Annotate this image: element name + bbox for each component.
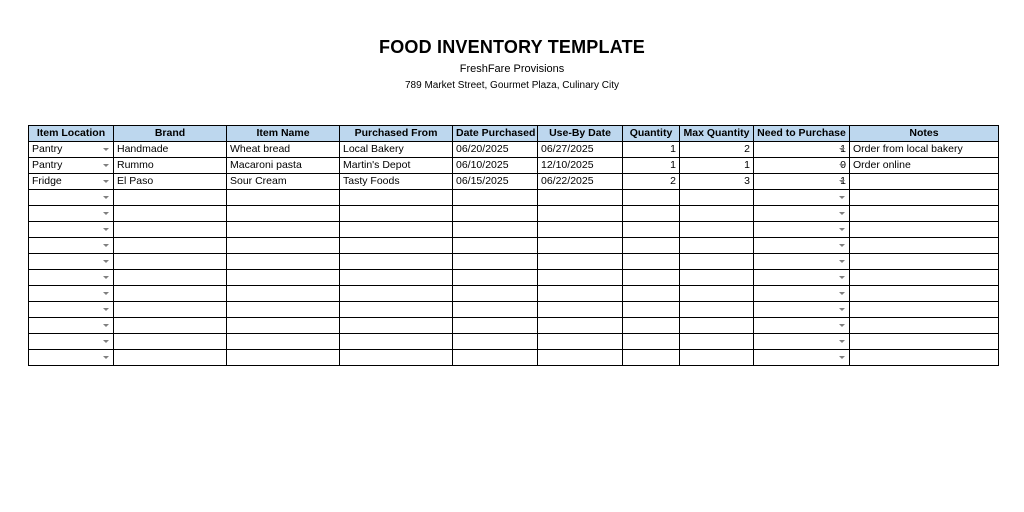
cell-brand[interactable] (114, 302, 227, 318)
chevron-down-icon[interactable] (839, 292, 845, 295)
cell-use-by-date[interactable] (538, 190, 623, 206)
table-row (29, 142, 999, 158)
cell-max-quantity[interactable] (680, 206, 754, 222)
chevron-down-icon[interactable] (103, 148, 109, 151)
cell-brand[interactable] (114, 158, 227, 174)
cell-item-location[interactable] (29, 254, 114, 270)
cell-use-by-date[interactable] (538, 270, 623, 286)
cell-value: Wheat bread (230, 143, 291, 155)
cell-max-quantity[interactable] (680, 174, 754, 190)
chevron-down-icon[interactable] (103, 164, 109, 167)
column-header-brand[interactable]: Brand (114, 126, 227, 142)
chevron-down-icon[interactable] (839, 164, 845, 167)
table-row (29, 254, 999, 270)
cell-max-quantity[interactable] (680, 286, 754, 302)
cell-quantity[interactable] (623, 302, 680, 318)
chevron-down-icon[interactable] (103, 340, 109, 343)
column-header-purchased-from[interactable]: Purchased From (340, 126, 453, 142)
cell-notes[interactable] (850, 222, 999, 238)
table-row (29, 190, 999, 206)
table-row (29, 334, 999, 350)
table-row (29, 318, 999, 334)
cell-use-by-date[interactable] (538, 174, 623, 190)
table-row (29, 174, 999, 190)
chevron-down-icon[interactable] (839, 196, 845, 199)
cell-need-to-purchase[interactable] (754, 286, 850, 302)
cell-value: 1 (670, 159, 676, 171)
cell-date-purchased[interactable] (453, 318, 538, 334)
cell-date-purchased[interactable] (453, 174, 538, 190)
chevron-down-icon[interactable] (839, 356, 845, 359)
cell-use-by-date[interactable] (538, 302, 623, 318)
cell-value: 06/22/2025 (541, 175, 594, 187)
cell-date-purchased[interactable] (453, 238, 538, 254)
chevron-down-icon[interactable] (839, 148, 845, 151)
cell-date-purchased[interactable] (453, 334, 538, 350)
cell-value: 1 (670, 143, 676, 155)
cell-purchased-from[interactable] (340, 302, 453, 318)
chevron-down-icon[interactable] (839, 180, 845, 183)
cell-date-purchased[interactable] (453, 286, 538, 302)
column-header-item-name[interactable]: Item Name (227, 126, 340, 142)
table-row (29, 286, 999, 302)
cell-need-to-purchase[interactable] (754, 142, 850, 158)
cell-item-location[interactable] (29, 350, 114, 366)
chevron-down-icon[interactable] (103, 180, 109, 183)
chevron-down-icon[interactable] (103, 308, 109, 311)
cell-item-location[interactable] (29, 206, 114, 222)
cell-need-to-purchase[interactable] (754, 238, 850, 254)
cell-item-name[interactable] (227, 254, 340, 270)
chevron-down-icon[interactable] (839, 276, 845, 279)
column-header-quantity[interactable]: Quantity (623, 126, 680, 142)
chevron-down-icon[interactable] (103, 244, 109, 247)
chevron-down-icon[interactable] (103, 324, 109, 327)
cell-date-purchased[interactable] (453, 222, 538, 238)
cell-notes[interactable] (850, 238, 999, 254)
cell-value: 0 (840, 159, 846, 171)
cell-item-name[interactable] (227, 302, 340, 318)
cell-need-to-purchase[interactable] (754, 254, 850, 270)
cell-date-purchased[interactable] (453, 302, 538, 318)
cell-use-by-date[interactable] (538, 222, 623, 238)
cell-item-name[interactable] (227, 270, 340, 286)
cell-use-by-date[interactable] (538, 238, 623, 254)
cell-notes[interactable] (850, 334, 999, 350)
company-name: FreshFare Provisions (459, 63, 565, 75)
cell-quantity[interactable] (623, 142, 680, 158)
cell-notes[interactable] (850, 350, 999, 366)
cell-item-location[interactable] (29, 318, 114, 334)
cell-date-purchased[interactable] (453, 350, 538, 366)
cell-purchased-from[interactable] (340, 190, 453, 206)
cell-max-quantity[interactable] (680, 302, 754, 318)
cell-item-location[interactable] (29, 334, 114, 350)
cell-value: 06/10/2025 (456, 159, 509, 171)
cell-brand[interactable] (114, 286, 227, 302)
cell-date-purchased[interactable] (453, 270, 538, 286)
inventory-table (28, 125, 999, 366)
cell-quantity[interactable] (623, 222, 680, 238)
cell-value: Tasty Foods (343, 175, 400, 187)
cell-purchased-from[interactable] (340, 334, 453, 350)
chevron-down-icon[interactable] (103, 356, 109, 359)
cell-purchased-from[interactable] (340, 286, 453, 302)
column-header-max-quantity[interactable]: Max Quantity (680, 126, 754, 142)
cell-brand[interactable] (114, 238, 227, 254)
cell-notes[interactable] (850, 190, 999, 206)
cell-quantity[interactable] (623, 158, 680, 174)
cell-need-to-purchase[interactable] (754, 222, 850, 238)
cell-value: Pantry (32, 143, 63, 155)
cell-item-name[interactable] (227, 158, 340, 174)
cell-item-name[interactable] (227, 206, 340, 222)
cell-notes[interactable] (850, 318, 999, 334)
cell-value: 06/15/2025 (456, 175, 509, 187)
cell-value: 06/27/2025 (541, 143, 594, 155)
cell-purchased-from[interactable] (340, 222, 453, 238)
table-row (29, 238, 999, 254)
cell-value: Handmade (117, 143, 169, 155)
cell-notes[interactable] (850, 270, 999, 286)
cell-date-purchased[interactable] (453, 206, 538, 222)
cell-item-name[interactable] (227, 318, 340, 334)
cell-brand[interactable] (114, 334, 227, 350)
cell-value: Order from local bakery (853, 143, 963, 155)
cell-max-quantity[interactable] (680, 222, 754, 238)
cell-value: 1 (840, 143, 846, 155)
cell-brand[interactable] (114, 222, 227, 238)
cell-use-by-date[interactable] (538, 142, 623, 158)
cell-need-to-purchase[interactable] (754, 206, 850, 222)
table-row (29, 158, 999, 174)
cell-purchased-from[interactable] (340, 318, 453, 334)
cell-quantity[interactable] (623, 206, 680, 222)
cell-item-name[interactable] (227, 190, 340, 206)
cell-date-purchased[interactable] (453, 142, 538, 158)
chevron-down-icon[interactable] (103, 212, 109, 215)
cell-value: Pantry (32, 159, 63, 171)
chevron-down-icon[interactable] (839, 308, 845, 311)
chevron-down-icon[interactable] (839, 324, 845, 327)
column-header-use-by-date[interactable]: Use-By Date (538, 126, 623, 142)
cell-date-purchased[interactable] (453, 254, 538, 270)
page-title: FOOD INVENTORY TEMPLATE (379, 37, 645, 57)
chevron-down-icon[interactable] (103, 276, 109, 279)
chevron-down-icon[interactable] (839, 340, 845, 343)
table-row (29, 206, 999, 222)
table-row (29, 270, 999, 286)
cell-value: Local Bakery (343, 143, 404, 155)
cell-item-name[interactable] (227, 238, 340, 254)
cell-purchased-from[interactable] (340, 238, 453, 254)
chevron-down-icon[interactable] (839, 244, 845, 247)
cell-max-quantity[interactable] (680, 270, 754, 286)
cell-max-quantity[interactable] (680, 142, 754, 158)
cell-item-location[interactable] (29, 190, 114, 206)
cell-value: 2 (670, 175, 676, 187)
chevron-down-icon[interactable] (103, 292, 109, 295)
cell-value: 1 (744, 159, 750, 171)
cell-need-to-purchase[interactable] (754, 334, 850, 350)
cell-item-location[interactable] (29, 158, 114, 174)
table-row (29, 302, 999, 318)
cell-date-purchased[interactable] (453, 190, 538, 206)
cell-brand[interactable] (114, 270, 227, 286)
cell-value: 3 (744, 175, 750, 187)
chevron-down-icon[interactable] (103, 260, 109, 263)
cell-brand[interactable] (114, 318, 227, 334)
column-header-date-purchased[interactable]: Date Purchased (453, 126, 538, 142)
cell-use-by-date[interactable] (538, 254, 623, 270)
cell-quantity[interactable] (623, 238, 680, 254)
cell-need-to-purchase[interactable] (754, 270, 850, 286)
table-header-row (29, 126, 999, 142)
cell-value: Sour Cream (230, 175, 287, 187)
cell-need-to-purchase[interactable] (754, 174, 850, 190)
cell-value: 2 (744, 143, 750, 155)
cell-purchased-from[interactable] (340, 206, 453, 222)
cell-purchased-from[interactable] (340, 254, 453, 270)
cell-purchased-from[interactable] (340, 158, 453, 174)
cell-notes[interactable] (850, 302, 999, 318)
cell-notes[interactable] (850, 206, 999, 222)
chevron-down-icon[interactable] (103, 228, 109, 231)
chevron-down-icon[interactable] (839, 212, 845, 215)
cell-item-location[interactable] (29, 286, 114, 302)
cell-max-quantity[interactable] (680, 190, 754, 206)
cell-item-name[interactable] (227, 350, 340, 366)
cell-quantity[interactable] (623, 190, 680, 206)
cell-brand[interactable] (114, 174, 227, 190)
cell-value: 1 (840, 175, 846, 187)
cell-notes[interactable] (850, 158, 999, 174)
chevron-down-icon[interactable] (839, 228, 845, 231)
cell-value: 06/20/2025 (456, 143, 509, 155)
cell-item-name[interactable] (227, 174, 340, 190)
cell-brand[interactable] (114, 206, 227, 222)
cell-date-purchased[interactable] (453, 158, 538, 174)
table-row (29, 350, 999, 366)
cell-item-location[interactable] (29, 222, 114, 238)
cell-quantity[interactable] (623, 270, 680, 286)
cell-value: Macaroni pasta (230, 159, 302, 171)
cell-item-name[interactable] (227, 334, 340, 350)
cell-use-by-date[interactable] (538, 334, 623, 350)
cell-quantity[interactable] (623, 318, 680, 334)
cell-max-quantity[interactable] (680, 318, 754, 334)
cell-quantity[interactable] (623, 286, 680, 302)
cell-use-by-date[interactable] (538, 318, 623, 334)
cell-notes[interactable] (850, 142, 999, 158)
cell-quantity[interactable] (623, 174, 680, 190)
cell-quantity[interactable] (623, 350, 680, 366)
cell-max-quantity[interactable] (680, 254, 754, 270)
cell-need-to-purchase[interactable] (754, 302, 850, 318)
cell-purchased-from[interactable] (340, 174, 453, 190)
cell-brand[interactable] (114, 190, 227, 206)
cell-need-to-purchase[interactable] (754, 190, 850, 206)
cell-notes[interactable] (850, 174, 999, 190)
cell-use-by-date[interactable] (538, 350, 623, 366)
cell-item-location[interactable] (29, 142, 114, 158)
cell-purchased-from[interactable] (340, 142, 453, 158)
cell-use-by-date[interactable] (538, 286, 623, 302)
cell-brand[interactable] (114, 350, 227, 366)
cell-quantity[interactable] (623, 334, 680, 350)
cell-need-to-purchase[interactable] (754, 318, 850, 334)
cell-brand[interactable] (114, 254, 227, 270)
cell-quantity[interactable] (623, 254, 680, 270)
cell-use-by-date[interactable] (538, 206, 623, 222)
cell-value: Martin's Depot (343, 159, 411, 171)
cell-need-to-purchase[interactable] (754, 158, 850, 174)
column-header-notes[interactable]: Notes (850, 126, 999, 142)
cell-item-location[interactable] (29, 270, 114, 286)
cell-value: 12/10/2025 (541, 159, 594, 171)
column-header-item-location[interactable]: Item Location (29, 126, 114, 142)
cell-purchased-from[interactable] (340, 270, 453, 286)
cell-value: Rummo (117, 159, 154, 171)
cell-max-quantity[interactable] (680, 238, 754, 254)
cell-purchased-from[interactable] (340, 350, 453, 366)
cell-notes[interactable] (850, 254, 999, 270)
cell-item-name[interactable] (227, 286, 340, 302)
chevron-down-icon[interactable] (103, 196, 109, 199)
cell-use-by-date[interactable] (538, 158, 623, 174)
cell-item-name[interactable] (227, 222, 340, 238)
cell-max-quantity[interactable] (680, 334, 754, 350)
table-row (29, 222, 999, 238)
cell-item-location[interactable] (29, 174, 114, 190)
cell-value: El Paso (117, 175, 154, 187)
cell-need-to-purchase[interactable] (754, 350, 850, 366)
cell-max-quantity[interactable] (680, 158, 754, 174)
cell-value: Fridge (32, 175, 62, 187)
cell-brand[interactable] (114, 142, 227, 158)
cell-notes[interactable] (850, 286, 999, 302)
cell-max-quantity[interactable] (680, 350, 754, 366)
cell-value: Order online (853, 159, 911, 171)
company-address: 789 Market Street, Gourmet Plaza, Culinary City (405, 80, 619, 91)
column-header-need-to-purchase[interactable]: Need to Purchase (754, 126, 850, 142)
chevron-down-icon[interactable] (839, 260, 845, 263)
cell-item-name[interactable] (227, 142, 340, 158)
cell-item-location[interactable] (29, 238, 114, 254)
cell-item-location[interactable] (29, 302, 114, 318)
